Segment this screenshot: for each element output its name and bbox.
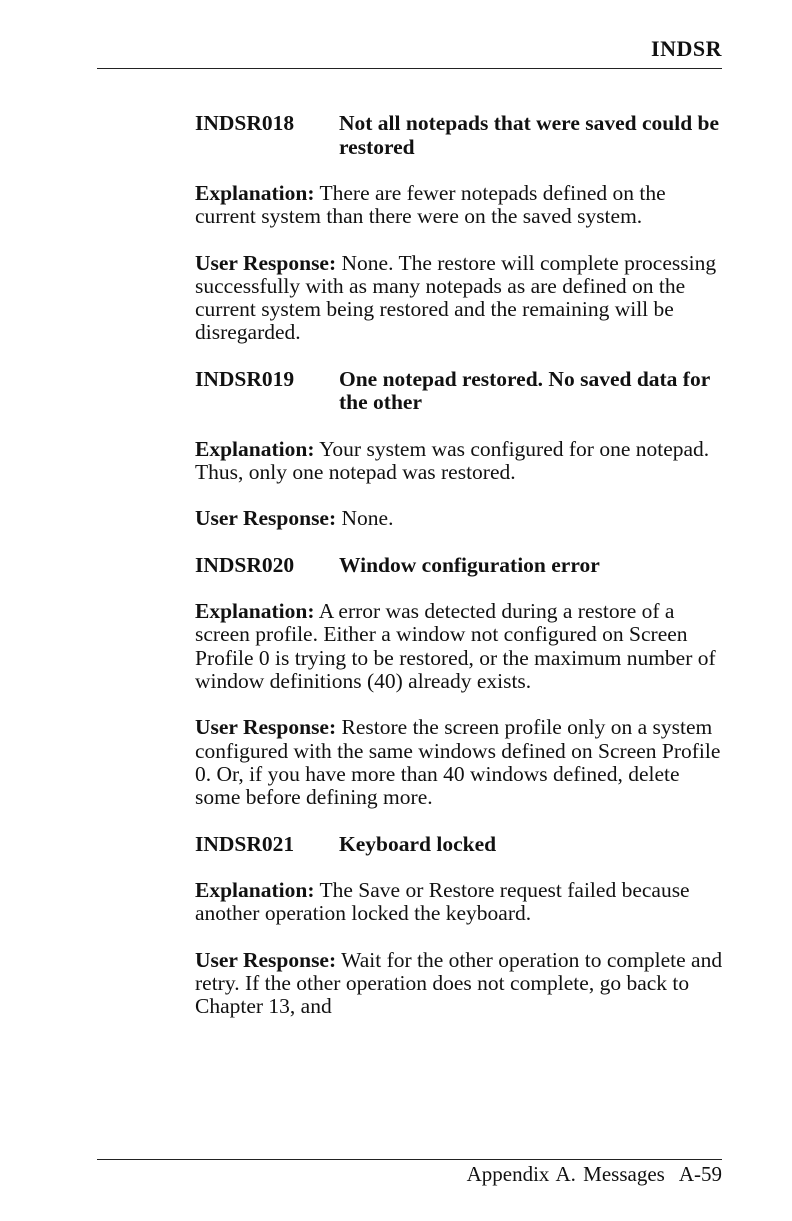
explanation-text: There are fewer notepads defined on the current system than there were on the saved system. [195, 181, 666, 229]
user-response-paragraph [195, 716, 725, 809]
page-number: A-59 [678, 1162, 722, 1186]
message-entry [195, 833, 725, 1019]
message-id: INDSR019 [195, 366, 295, 391]
explanation-text: The Save or Restore request failed because another operation locked the keyboard. [195, 878, 690, 926]
message-entry [195, 554, 725, 810]
user-response-label: User Response: [195, 506, 337, 531]
message-title: Window configuration error [339, 552, 600, 577]
user-response-text: None. [341, 506, 394, 531]
user-response-text: Wait for the other operation to complete and retry. If the other operation does not complete, go back to Chapter 13, and [195, 947, 723, 1019]
header-rule [97, 68, 722, 69]
user-response-label: User Response: [195, 715, 337, 740]
message-id: INDSR020 [195, 552, 295, 577]
explanation-label: Explanation: [195, 436, 315, 461]
explanation-label: Explanation: [195, 878, 315, 903]
explanation-paragraph [195, 879, 725, 926]
message-heading [195, 368, 725, 415]
user-response-text: Restore the screen profile only on a system configured with the same windows defined on Screen Profile 0. Or, if you have more than 40 windows defined, delete some before defining more. [195, 715, 721, 810]
message-entry [195, 112, 725, 345]
message-heading [195, 554, 725, 578]
explanation-label: Explanation: [195, 181, 315, 205]
explanation-text: Your system was configured for one notepad. Thus, only one notepad was restored. [195, 436, 710, 485]
user-response-label: User Response: [195, 947, 337, 972]
user-response-text: None. The restore will complete processing successfully with as many notepads as are defined on the current system being restored and the remaining will be disregarded. [195, 250, 717, 345]
user-response-paragraph [195, 252, 725, 345]
message-title: One notepad restored. No saved data for the other [339, 366, 710, 415]
user-response-paragraph [195, 949, 725, 1019]
page-footer [467, 1162, 722, 1187]
footer-rule [97, 1159, 722, 1160]
message-id: INDSR021 [195, 831, 295, 856]
explanation-paragraph [195, 182, 725, 229]
user-response-paragraph [195, 507, 725, 530]
page-header-title: INDSR [651, 36, 722, 61]
message-entry [195, 368, 725, 531]
message-id: INDSR018 [195, 111, 295, 135]
user-response-label: User Response: [195, 250, 337, 275]
explanation-text: A error was detected during a restore of a screen profile. Either a window not configured on Screen Profile 0 is trying to be restored, or the maximum number of window definitions (40) already exists. [195, 599, 716, 694]
message-list [195, 112, 725, 1042]
explanation-label: Explanation: [195, 599, 315, 624]
message-title: Keyboard locked [339, 831, 497, 856]
message-heading [195, 112, 725, 159]
footer-section: Appendix A. Messages [466, 1162, 665, 1186]
explanation-paragraph [195, 438, 725, 485]
message-heading [195, 833, 725, 857]
explanation-paragraph [195, 600, 725, 693]
message-title: Not all notepads that were saved could be restored [339, 111, 720, 159]
